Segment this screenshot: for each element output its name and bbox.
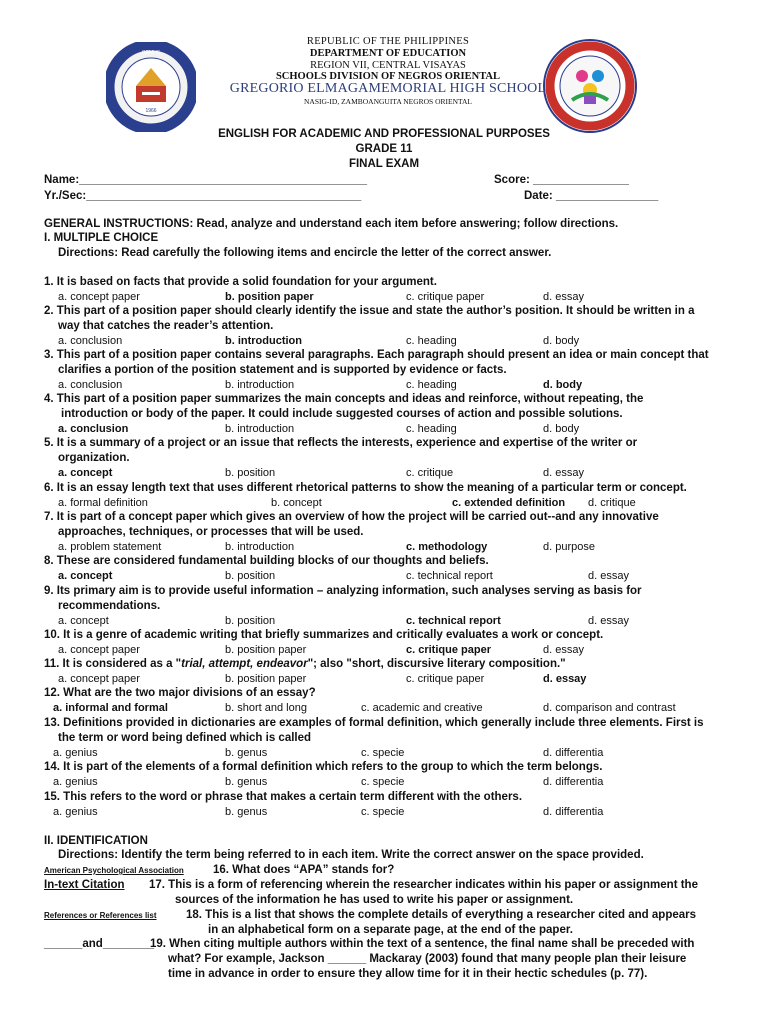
part2-title: II. IDENTIFICATION bbox=[44, 835, 148, 847]
question-3: 3. This part of a position paper contains several paragraphs. Each paragraph should present an idea or main concept that bbox=[44, 349, 709, 361]
q6-option-a[interactable]: a. formal definition bbox=[58, 497, 148, 509]
q14-option-d[interactable]: d. differentia bbox=[543, 776, 604, 788]
header-division: SCHOOLS DIVISION OF NEGROS ORIENTAL bbox=[275, 71, 501, 82]
general-instructions: GENERAL INSTRUCTIONS: Read, analyze and understand each item before answering; follow directions. bbox=[44, 218, 619, 230]
q9-option-a[interactable]: a. concept bbox=[58, 615, 109, 627]
q10-option-b[interactable]: b. position paper bbox=[225, 644, 307, 656]
q4-option-d[interactable]: d. body bbox=[543, 423, 580, 435]
q11-option-d[interactable]: d. essay bbox=[543, 673, 587, 685]
q11-option-b[interactable]: b. position paper bbox=[225, 673, 307, 685]
q14-option-c[interactable]: c. specie bbox=[361, 776, 405, 788]
question-13-cont: the term or word being defined which is called bbox=[58, 732, 312, 744]
q1-option-b[interactable]: b. position paper bbox=[225, 291, 314, 303]
answer-18[interactable]: References or References list bbox=[44, 911, 157, 920]
q2-option-d[interactable]: d. body bbox=[543, 335, 580, 347]
exam-subject: ENGLISH FOR ACADEMIC AND PROFESSIONAL PURPOSES bbox=[218, 128, 550, 140]
question-4-cont: introduction or body of the paper. It could include suggested courses of action and possible solutions. bbox=[61, 408, 623, 420]
header-department: DEPARTMENT OF EDUCATION bbox=[309, 48, 467, 59]
header-region: REGION VII, CENTRAL VISAYAS bbox=[310, 60, 466, 71]
q15-option-b[interactable]: b. genus bbox=[225, 806, 268, 818]
yrsec-field[interactable]: Yr./Sec:___________________________________________ bbox=[44, 190, 362, 202]
part1-title: I. MULTIPLE CHOICE bbox=[44, 232, 159, 244]
question-5: 5. It is a summary of a project or an issue that reflects the interests, experience and expertise of the writer or bbox=[44, 437, 638, 449]
q1-option-a[interactable]: a. concept paper bbox=[58, 291, 140, 303]
question-18: 18. This is a list that shows the complete details of everything a researcher cited and appears bbox=[186, 909, 697, 921]
question-3-cont: clarifies a portion of the position statement and is supported by evidence or facts. bbox=[58, 364, 507, 376]
question-4: 4. This part of a position paper summarizes the main concepts and ideas and reinforce, without repeating, the bbox=[44, 393, 644, 405]
q11-post: "; also "short, discursive literary composition." bbox=[307, 658, 566, 670]
question-9: 9. Its primary aim is to provide useful information – analyzing information, such analyses serving as basis for bbox=[44, 585, 642, 597]
q8-option-d[interactable]: d. essay bbox=[588, 570, 629, 582]
q2-option-c[interactable]: c. heading bbox=[406, 335, 457, 347]
question-16: 16. What does “APA” stands for? bbox=[213, 864, 395, 876]
q5-option-b[interactable]: b. position bbox=[225, 467, 276, 479]
q12-option-c[interactable]: c. academic and creative bbox=[361, 702, 483, 714]
q9-option-b[interactable]: b. position bbox=[225, 615, 276, 627]
q5-option-c[interactable]: c. critique bbox=[406, 467, 454, 479]
q15-option-d[interactable]: d. differentia bbox=[543, 806, 604, 818]
q13-option-a[interactable]: a. genius bbox=[53, 747, 98, 759]
q5-option-d[interactable]: d. essay bbox=[543, 467, 584, 479]
header-republic: REPUBLIC OF THE PHILIPPINES bbox=[306, 36, 470, 47]
q10-option-a[interactable]: a. concept paper bbox=[58, 644, 140, 656]
question-11 bbox=[44, 657, 566, 671]
score-field[interactable]: Score: _______________ bbox=[494, 174, 629, 186]
header-address: NASIG-ID, ZAMBOANGUITA NEGROS ORIENTAL bbox=[304, 97, 472, 106]
question-19: 19. When citing multiple authors within the text of a sentence, the final name shall be preceded with bbox=[150, 938, 695, 950]
q12-option-d[interactable]: d. comparison and contrast bbox=[543, 702, 676, 714]
q3-option-b[interactable]: b. introduction bbox=[225, 379, 295, 391]
q8-option-a[interactable]: a. concept bbox=[58, 570, 113, 582]
q8-option-c[interactable]: c. technical report bbox=[406, 570, 493, 582]
q8-option-b[interactable]: b. position bbox=[225, 570, 276, 582]
part2-directions: Directions: Identify the term being referred to in each item. Write the correct answer on the space provided. bbox=[58, 849, 644, 861]
question-7-cont: approaches, techniques, or processes that will be used. bbox=[58, 526, 364, 538]
question-2: 2. This part of a position paper should clearly identify the issue and state the author’s position. It should be written in a bbox=[44, 305, 695, 317]
q12-option-a[interactable]: a. informal and formal bbox=[53, 702, 168, 714]
q13-option-d[interactable]: d. differentia bbox=[543, 747, 604, 759]
q7-option-d[interactable]: d. purpose bbox=[543, 541, 595, 553]
q14-option-a[interactable]: a. genius bbox=[53, 776, 98, 788]
answer-16[interactable]: American Psychological Association bbox=[44, 866, 184, 875]
q1-option-d[interactable]: d. essay bbox=[543, 291, 584, 303]
q5-option-a[interactable]: a. concept bbox=[58, 467, 113, 479]
q15-option-a[interactable]: a. genius bbox=[53, 806, 98, 818]
q14-option-b[interactable]: b. genus bbox=[225, 776, 268, 788]
q1-option-c[interactable]: c. critique paper bbox=[406, 291, 485, 303]
question-7: 7. It is part of a concept paper which gives an overview of how the project will be carried out--and any innovative bbox=[44, 511, 659, 523]
svg-text:1966: 1966 bbox=[145, 108, 157, 114]
q13-option-c[interactable]: c. specie bbox=[361, 747, 405, 759]
q11-pre: 11. It is considered as a " bbox=[44, 658, 182, 670]
q4-option-b[interactable]: b. introduction bbox=[225, 423, 295, 435]
q15-option-c[interactable]: c. specie bbox=[361, 806, 405, 818]
svg-text:GEMHS: GEMHS bbox=[141, 50, 161, 56]
question-1: 1. It is based on facts that provide a solid foundation for your argument. bbox=[44, 276, 437, 288]
header-school: GREGORIO ELMAGAMEMORIAL HIGH SCHOOL bbox=[229, 81, 547, 96]
q13-option-b[interactable]: b. genus bbox=[225, 747, 268, 759]
q4-option-c[interactable]: c. heading bbox=[406, 423, 457, 435]
answer-17[interactable]: In-text Citation bbox=[44, 879, 125, 891]
question-12: 12. What are the two major divisions of an essay? bbox=[44, 687, 316, 699]
question-14: 14. It is part of the elements of a formal definition which refers to the group to which the term belongs. bbox=[44, 761, 603, 773]
question-15: 15. This refers to the word or phrase that makes a certain term different with the others. bbox=[44, 791, 523, 803]
question-6: 6. It is an essay length text that uses different rhetorical patterns to show the meaning of a particular term or concept. bbox=[44, 482, 687, 494]
q4-option-a[interactable]: a. conclusion bbox=[58, 423, 129, 435]
q3-option-c[interactable]: c. heading bbox=[406, 379, 457, 391]
q7-option-b[interactable]: b. introduction bbox=[225, 541, 295, 553]
q7-option-c[interactable]: c. methodology bbox=[406, 541, 488, 553]
q6-option-c[interactable]: c. extended definition bbox=[452, 497, 566, 509]
q3-option-a[interactable]: a. conclusion bbox=[58, 379, 123, 391]
q3-option-d[interactable]: d. body bbox=[543, 379, 583, 391]
question-19-cont: what? For example, Jackson ______ Mackaray (2003) found that many people plan their leisure bbox=[168, 953, 687, 965]
question-2-cont: way that catches the reader’s attention. bbox=[58, 320, 274, 332]
question-18-cont: in an alphabetical form on a separate page, at the end of the paper. bbox=[208, 924, 573, 936]
q2-option-b[interactable]: b. introduction bbox=[225, 335, 302, 347]
q6-option-d[interactable]: d. critique bbox=[588, 497, 636, 509]
question-17-cont: sources of the information he has used to write his paper or assignment. bbox=[175, 894, 574, 906]
question-13: 13. Definitions provided in dictionaries are examples of formal definition, which generally include three elements. First is bbox=[44, 717, 704, 729]
name-field[interactable]: Name:_____________________________________________ bbox=[44, 174, 367, 186]
q12-option-b[interactable]: b. short and long bbox=[225, 702, 307, 714]
answer-19[interactable]: ______and________ bbox=[44, 938, 154, 950]
question-5-cont: organization. bbox=[58, 452, 130, 464]
q9-option-c[interactable]: c. technical report bbox=[406, 615, 501, 627]
part1-directions: Directions: Read carefully the following items and encircle the letter of the correct answer. bbox=[58, 247, 552, 259]
school-seal-icon bbox=[106, 42, 196, 132]
q11-emphasis: trial, attempt, endeavor bbox=[181, 658, 308, 670]
q6-option-b[interactable]: b. concept bbox=[271, 497, 322, 509]
q2-option-a[interactable]: a. conclusion bbox=[58, 335, 123, 347]
date-field[interactable]: Date: ________________ bbox=[524, 190, 659, 202]
q9-option-d[interactable]: d. essay bbox=[588, 615, 629, 627]
question-17: 17. This is a form of referencing wherein the researcher indicates within his paper or assignment the bbox=[149, 879, 698, 891]
question-10: 10. It is a genre of academic writing that briefly summarizes and critically evaluates a work or concept. bbox=[44, 629, 604, 641]
exam-title: FINAL EXAM bbox=[348, 158, 420, 170]
question-19-cont2: time in advance in order to ensure they allow time for it in their hectic schedules (p. 77). bbox=[168, 968, 648, 980]
q10-option-c[interactable]: c. critique paper bbox=[406, 644, 491, 656]
question-9-cont: recommendations. bbox=[58, 600, 161, 612]
q10-option-d[interactable]: d. essay bbox=[543, 644, 584, 656]
exam-grade: GRADE 11 bbox=[355, 143, 413, 155]
q11-option-c[interactable]: c. critique paper bbox=[406, 673, 485, 685]
q7-option-a[interactable]: a. problem statement bbox=[58, 541, 162, 553]
q11-option-a[interactable]: a. concept paper bbox=[58, 673, 140, 685]
question-8: 8. These are considered fundamental building blocks of our thoughts and beliefs. bbox=[44, 555, 489, 567]
